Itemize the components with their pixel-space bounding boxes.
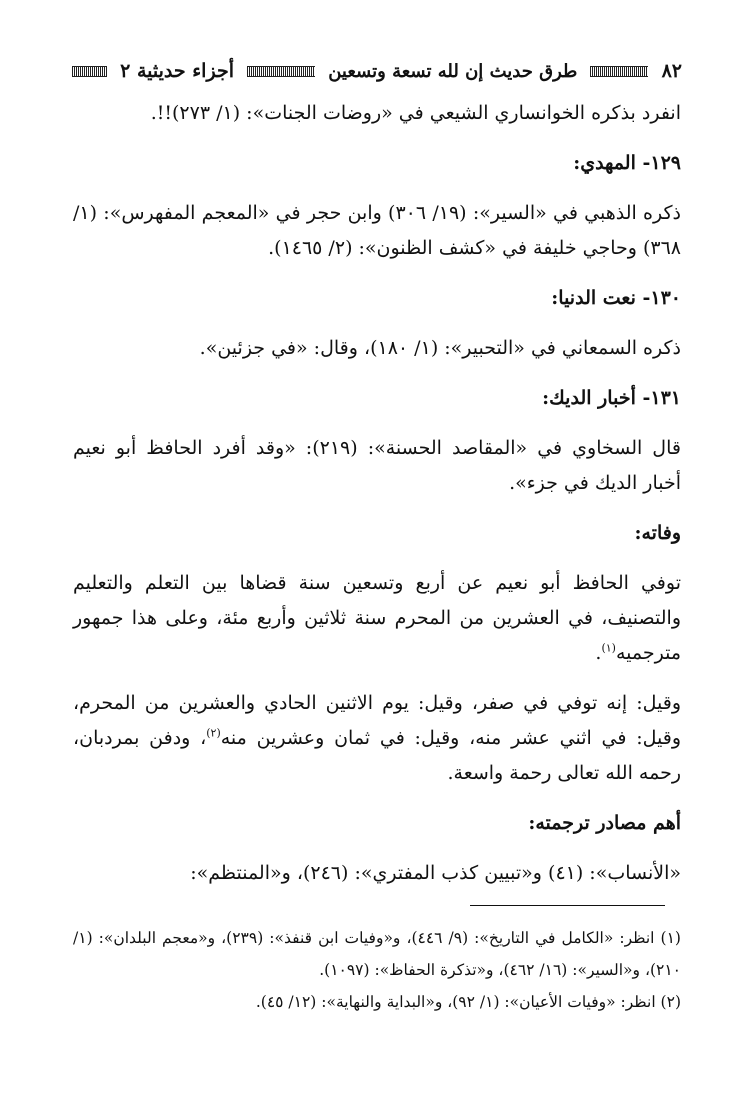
- running-header: [72, 54, 682, 88]
- entry-heading-131: [73, 381, 681, 416]
- footnote-1: (١) انظر: «الكامل في التاريخ»: (٩/ ٤٤٦)، و«وفيات ابن قنفذ»: (٢٣٩)، و«معجم البلدان»: (١/ ٢١٠)، و«السير»: (١٦/ ٤٦٢)، و«تذكرة الحفاظ»: (١٠٩٧).: [73, 929, 681, 979]
- entry-title: المهدي:: [573, 152, 636, 174]
- entry-number: ١٣٠-: [642, 287, 681, 309]
- footnotes: [73, 922, 681, 1018]
- footnote-2: (٢) انظر: «وفيات الأعيان»: (١/ ٩٢)، و«البداية والنهاية»: (١٢/ ٤٥).: [255, 993, 681, 1011]
- paragraph-text: وقيل: إنه توفي في صفر، وقيل: يوم الاثنين الحادي والعشرين من المحرم، وقيل: في اثني عشر منه، وقيل: في ثمان وعشرين منه: [73, 692, 681, 749]
- header-ornament-rule: [72, 66, 107, 77]
- entry-title: أخبار الديك:: [542, 387, 636, 409]
- page-number: ٨٢: [661, 60, 682, 82]
- header-ornament-rule: [247, 66, 315, 77]
- entry-heading-130: [73, 281, 681, 316]
- paragraph-end: .: [595, 642, 602, 664]
- book-title: طرق حديث إن لله تسعة وتسعين: [328, 60, 578, 82]
- paragraph: [73, 686, 681, 791]
- footnote-ref[interactable]: (١): [601, 641, 616, 655]
- header-ornament-rule: [590, 66, 648, 77]
- paragraph: [73, 566, 681, 671]
- entry-number: ١٢٩-: [642, 152, 681, 174]
- section-heading-death: وفاته:: [634, 522, 681, 544]
- section-heading-sources: أهم مصادر ترجمته:: [528, 812, 681, 834]
- footnote-separator: [470, 905, 665, 906]
- footnote-ref[interactable]: (٢): [206, 726, 221, 740]
- main-text: [73, 96, 681, 906]
- series-title: أجزاء حديثية ٢: [120, 60, 234, 82]
- paragraph: «الأنساب»: (٤١) و«تبيين كذب المفتري»: (٢٤٦)، و«المنتظم»:: [190, 862, 681, 884]
- paragraph-text: ، ودفن بمردبان، رحمه الله تعالى رحمة واسعة.: [73, 727, 681, 784]
- entry-title: نعت الدنيا:: [551, 287, 636, 309]
- paragraph: ذكره السمعاني في «التحبير»: (١/ ١٨٠)، وقال: «في جزئين».: [199, 337, 681, 359]
- entry-heading-129: [73, 146, 681, 181]
- entry-number: ١٣١-: [642, 387, 681, 409]
- paragraph: ذكره الذهبي في «السير»: (١٩/ ٣٠٦) وابن حجر في «المعجم المفهرس»: (١/ ٣٦٨) وحاجي خليفة في «كشف الظنون»: (٢/ ١٤٦٥).: [73, 202, 681, 259]
- paragraph: قال السخاوي في «المقاصد الحسنة»: (٢١٩): «وقد أفرد الحافظ أبو نعيم أخبار الديك في جزء».: [73, 437, 681, 494]
- paragraph-text: توفي الحافظ أبو نعيم عن أربع وتسعين سنة قضاها بين التعلم والتعليم والتصنيف، في العشرين من المحرم سنة ثلاثين وأربع مئة، وعلى هذا جمهور مترجميه: [73, 572, 681, 664]
- paragraph: انفرد بذكره الخوانساري الشيعي في «روضات الجنات»: (١/ ٢٧٣)!!.: [150, 102, 681, 124]
